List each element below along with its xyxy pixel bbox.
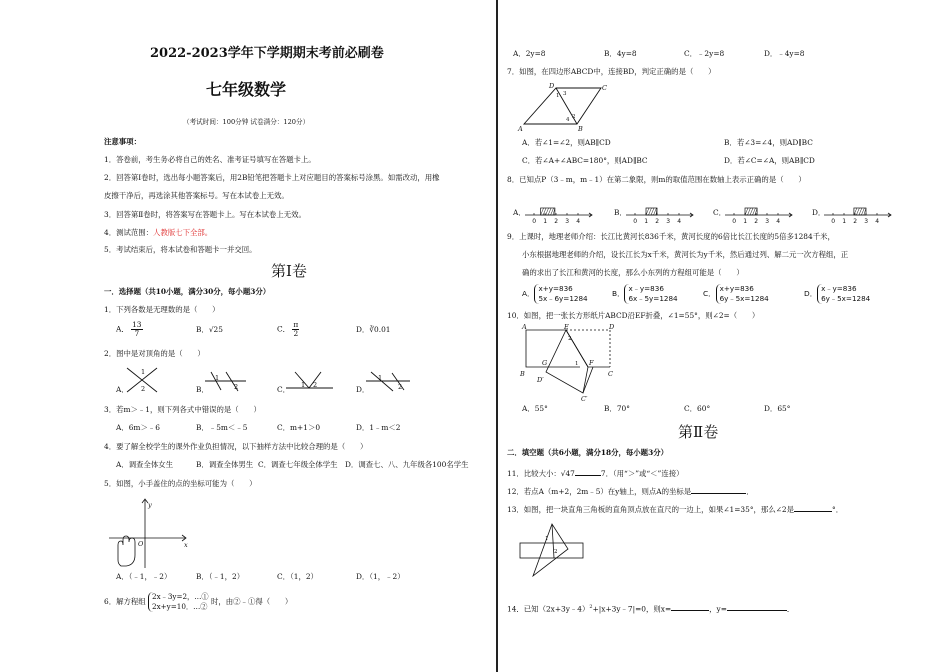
q6-suffix: 时，由②﹣①得（ ） xyxy=(210,597,293,606)
q1-b-label: B． xyxy=(196,325,209,334)
q2-fig-a-1: 1 xyxy=(141,368,146,376)
q7-label-d: D xyxy=(549,82,555,90)
q8-tick-label: 2 xyxy=(554,218,559,225)
q7-stem: 7．如图，在四边形ABCD中，连接BD，判定正确的是（ ） xyxy=(507,67,716,76)
q13-text: 13．如图，把一块直角三角板的直角顶点放在直尺的一边上，如果∠1=35°，那么∠2是 xyxy=(507,505,794,514)
q8-tick-label: 2 xyxy=(853,218,858,225)
q1-d-label: D． xyxy=(356,325,370,334)
q9-d-eq1: x﹣y=836 xyxy=(821,284,857,293)
q1-stem: 1．下列各数是无理数的是（ ） xyxy=(104,305,220,314)
q10-label-a: A xyxy=(522,323,527,331)
q8-tick-label: 3 xyxy=(565,218,570,225)
q2-fig-d-1: 1 xyxy=(378,374,383,382)
q6-system xyxy=(148,592,209,612)
q8-tick-label: 0 xyxy=(633,218,638,225)
q2-fig-b-2: 2 xyxy=(234,383,239,391)
q9-a-eq1: x+y=836 xyxy=(538,284,573,293)
q10-option-c: C．60° xyxy=(684,404,711,413)
q7-label-b: B xyxy=(578,125,583,133)
q8-tick-label: 1 xyxy=(842,218,847,225)
q1-c-den: 2 xyxy=(293,329,299,338)
hand-icon xyxy=(118,536,135,566)
q8-tick-label: 3 xyxy=(666,218,671,225)
notes-heading: 注意事项： xyxy=(104,137,141,146)
q5-axis-x: x xyxy=(184,541,188,549)
q9-c-eq1: x+y=836 xyxy=(719,284,754,293)
q8-tick-label: 4 xyxy=(576,218,581,225)
q2-option-d: D． xyxy=(356,385,370,394)
q12: 12．若点A（m+2，2m﹣5）在y轴上，则点A的坐标是 ． xyxy=(507,487,754,496)
q3-stem: 3．若m＞﹣1，则下列各式中错误的是（ ） xyxy=(104,405,261,414)
q1-b-value: √25 xyxy=(208,325,223,334)
q12-text: 12．若点A（m+2，2m﹣5）在y轴上，则点A的坐标是 xyxy=(507,487,692,496)
note-4-scope: 人教版七下全部。 xyxy=(153,228,213,237)
q8-tick-label: 0 xyxy=(532,218,537,225)
q1-a-den: 7 xyxy=(134,329,140,338)
exam-title: 2022-2023学年下学期期末考前必刷卷 xyxy=(150,46,384,61)
q2-fig-c-1: 1 xyxy=(301,381,306,389)
note-2b: 皮擦干净后，再选涂其他答案标号。写在本试卷上无效。 xyxy=(104,191,289,200)
note-1: 1．答卷前，考生务必将自己的姓名、准考证号填写在答题卡上。 xyxy=(104,155,316,164)
q6-prefix: 6．解方程组 xyxy=(104,597,146,606)
q2-fig-d-2: 2 xyxy=(398,383,403,391)
section1-heading: 一．选择题（共10小题，满分30分，每小题3分） xyxy=(104,287,271,296)
q10-label-dp: D′ xyxy=(537,376,544,384)
q4-option-c: C．调查七年级全体学生 xyxy=(258,460,338,469)
q8-tick-label: 1 xyxy=(644,218,649,225)
right-column xyxy=(498,0,950,672)
q3-option-a: A．6m＞﹣6 xyxy=(116,423,160,432)
q7-option-d: D．若∠C=∠A，则AB∥CD xyxy=(724,156,815,165)
q8-tick-label: 2 xyxy=(655,218,660,225)
q8-option-c: C． xyxy=(713,208,727,217)
q10-label-f: F xyxy=(589,359,594,367)
q6-option-b: B．4y=8 xyxy=(604,49,637,58)
q10-stem: 10．如图，把一张长方形纸片ABCD沿EF折叠，∠1=55°，则∠2=（ ） xyxy=(507,311,760,320)
q10-label-g: G xyxy=(542,359,548,367)
q8-tick-label: 2 xyxy=(754,218,759,225)
q2-option-b: B． xyxy=(196,385,209,394)
q1-d-value: ∛0.01 xyxy=(369,325,391,334)
q9-b-eq2: 6x﹣5y=1284 xyxy=(628,294,678,303)
q8-option-b: B． xyxy=(614,208,627,217)
q9-b-eq1: x﹣y=836 xyxy=(628,284,664,293)
q7-option-c: C．若∠A+∠ABC=180°，则AD∥BC xyxy=(522,156,648,165)
q5-option-a: A．（﹣1，﹣2） xyxy=(116,572,172,581)
q10-option-a: A．55° xyxy=(522,404,548,413)
q8-tick-label: 0 xyxy=(831,218,836,225)
q4-option-d: D．调查七、八、九年级各100名学生 xyxy=(345,460,469,469)
q14-prefix: 14．已知（2x+3y﹣4） xyxy=(507,604,590,614)
q5-option-b: B．（﹣1，2） xyxy=(196,572,245,581)
q9-c-label: C． xyxy=(703,289,716,298)
q10-label-e: E xyxy=(564,323,569,331)
q5-option-d: D．（1，﹣2） xyxy=(356,572,405,581)
q9-c-eq2: 6y﹣5x=1284 xyxy=(719,294,769,303)
q14-end: ． xyxy=(786,604,795,614)
q14 xyxy=(507,602,794,614)
q2-fig-a-2: 2 xyxy=(141,385,146,393)
q3-option-d: D．1﹣m＜2 xyxy=(356,423,401,432)
q2-option-c: C． xyxy=(277,385,291,394)
part1-title: 第Ⅰ卷 xyxy=(271,262,307,280)
q9-d-label: D． xyxy=(804,289,818,298)
q9-line-3: 确的求出了长江和黄河的长度，那么小东列的方程组可能是（ ） xyxy=(522,268,744,277)
q10-angle-1: 1 xyxy=(575,361,579,367)
q7-angle-1: 1 xyxy=(556,93,560,99)
note-5: 5．考试结束后，将本试卷和答题卡一并交回。 xyxy=(104,245,257,254)
q2-fig-b-1: 1 xyxy=(215,374,220,382)
q8-tick-label: 1 xyxy=(543,218,548,225)
q11-suffix: 7．（用“＞”或“＜”连接） xyxy=(600,469,684,478)
q3-option-c: C．m+1＞0 xyxy=(277,423,321,432)
q10-label-cp: C′ xyxy=(581,395,588,403)
q7-angle-4: 4 xyxy=(566,117,570,123)
q13-unit: °． xyxy=(832,505,844,514)
q1-c-label: C． xyxy=(277,324,291,334)
q10-option-b: B．70° xyxy=(604,404,630,413)
q8-option-d: D． xyxy=(812,208,826,217)
q8-stem: 8．已知点P（3﹣m，m﹣1）在第二象限，则m的取值范围在数轴上表示正确的是（ ） xyxy=(507,175,806,184)
q5-origin: O xyxy=(138,540,144,548)
exam-info: （考试时间：100分钟 试卷满分：120分） xyxy=(183,118,310,126)
exam-subtitle: 七年级数学 xyxy=(206,80,287,99)
q14-mid2: ，y= xyxy=(709,604,727,614)
q8-option-a: A． xyxy=(513,208,526,217)
q1-c-num: π xyxy=(293,320,299,329)
q7-label-a: A xyxy=(518,125,523,133)
q8-tick-label: 4 xyxy=(776,218,781,225)
q14-y-blank[interactable] xyxy=(727,602,787,611)
q6-option-d: D．﹣4y=8 xyxy=(764,49,805,58)
q5-stem: 5．如图，小手盖住的点的坐标可能为（ ） xyxy=(104,479,257,488)
q7-angle-2: 2 xyxy=(572,114,576,120)
q14-exponent: 2 xyxy=(589,604,593,610)
q1-a-label: A． xyxy=(116,324,129,334)
q14-mid: +|x+3y﹣7|=0，则x= xyxy=(592,604,672,614)
q10-label-c: C xyxy=(608,370,613,378)
q8-tick-label: 1 xyxy=(743,218,748,225)
q6-eq1: 2x﹣3y=2，…① xyxy=(152,592,209,601)
q8-tick-label: 3 xyxy=(864,218,869,225)
q9-line-2: 小东根据地理老师的介绍，设长江长为x千米，黄河长为y千米，然后通过列、解二元一次方程组，正 xyxy=(522,250,849,259)
q8-tick-label: 3 xyxy=(765,218,770,225)
q8-tick-label: 0 xyxy=(732,218,737,225)
q13-angle-2: 2 xyxy=(554,549,558,555)
q10-angle-2: 2 xyxy=(568,336,572,342)
q1-a-num: 13 xyxy=(132,320,142,329)
note-3: 3．回答第Ⅱ卷时，将答案写在答题卡上。写在本试卷上无效。 xyxy=(104,210,306,219)
q13-ruler-triangle-figure xyxy=(498,0,950,672)
q11-prefix: 11．比较大小： xyxy=(507,469,561,478)
q7-angle-3: 3 xyxy=(563,91,567,97)
q14-x-blank[interactable] xyxy=(671,602,709,611)
q6-line xyxy=(104,592,292,612)
q4-stem: 4．要了解全校学生的课外作业负担情况，以下抽样方法中比较合理的是（ ） xyxy=(104,442,368,451)
note-4-prefix: 4．测试范围： xyxy=(104,228,154,237)
q9-a-eq2: 5x﹣6y=1284 xyxy=(538,294,588,303)
q10-label-d: D xyxy=(609,323,615,331)
q8-tick-label: 4 xyxy=(677,218,682,225)
q6-option-c: C．﹣2y=8 xyxy=(684,49,725,58)
q9-line-1: 9．上课时，地理老师介绍：长江比黄河长836千米，黄河长度的6倍比长江长度的5倍多1284千米， xyxy=(507,232,835,241)
part2-title: 第Ⅱ卷 xyxy=(678,423,719,441)
q10-label-b: B xyxy=(520,370,525,378)
q9-a-label: A． xyxy=(522,289,535,298)
q6-eq2: 2x+y=10．…② xyxy=(152,602,208,611)
q10-option-d: D．65° xyxy=(764,404,791,413)
q7-option-a: A．若∠1=∠2，则AB∥CD xyxy=(522,138,611,147)
q2-option-a: A． xyxy=(116,385,129,394)
q9-d-eq2: 6y﹣5x=1284 xyxy=(821,294,871,303)
q3-option-b: B．﹣5m＜﹣5 xyxy=(196,423,248,432)
q2-fig-c-2: 2 xyxy=(313,381,318,389)
q11-root: √47 xyxy=(560,469,575,478)
q13-angle-1: 1 xyxy=(545,536,549,542)
q7-option-b: B．若∠3=∠4，则AD∥BC xyxy=(724,138,813,147)
q6-option-a: A．2y=8 xyxy=(513,49,546,58)
note-2a: 2．回答第Ⅰ卷时，选出每小题答案后，用2B铅笔把答题卡上对应题目的答案标号涂黑。如需改动，用橡 xyxy=(104,173,440,182)
q4-option-a: A．调查全体女生 xyxy=(116,460,174,469)
section2-heading: 二．填空题（共6小题，满分18分，每小题3分） xyxy=(507,448,668,457)
q5-option-c: C．（1，2） xyxy=(277,572,318,581)
q2-stem: 2．图中是对顶角的是（ ） xyxy=(104,349,205,358)
q7-label-c: C xyxy=(602,84,607,92)
q9-b-label: B． xyxy=(612,289,625,298)
q5-axis-y: y xyxy=(148,501,152,509)
q4-option-b: B．调查全体男生 xyxy=(196,460,254,469)
q8-tick-label: 4 xyxy=(875,218,880,225)
